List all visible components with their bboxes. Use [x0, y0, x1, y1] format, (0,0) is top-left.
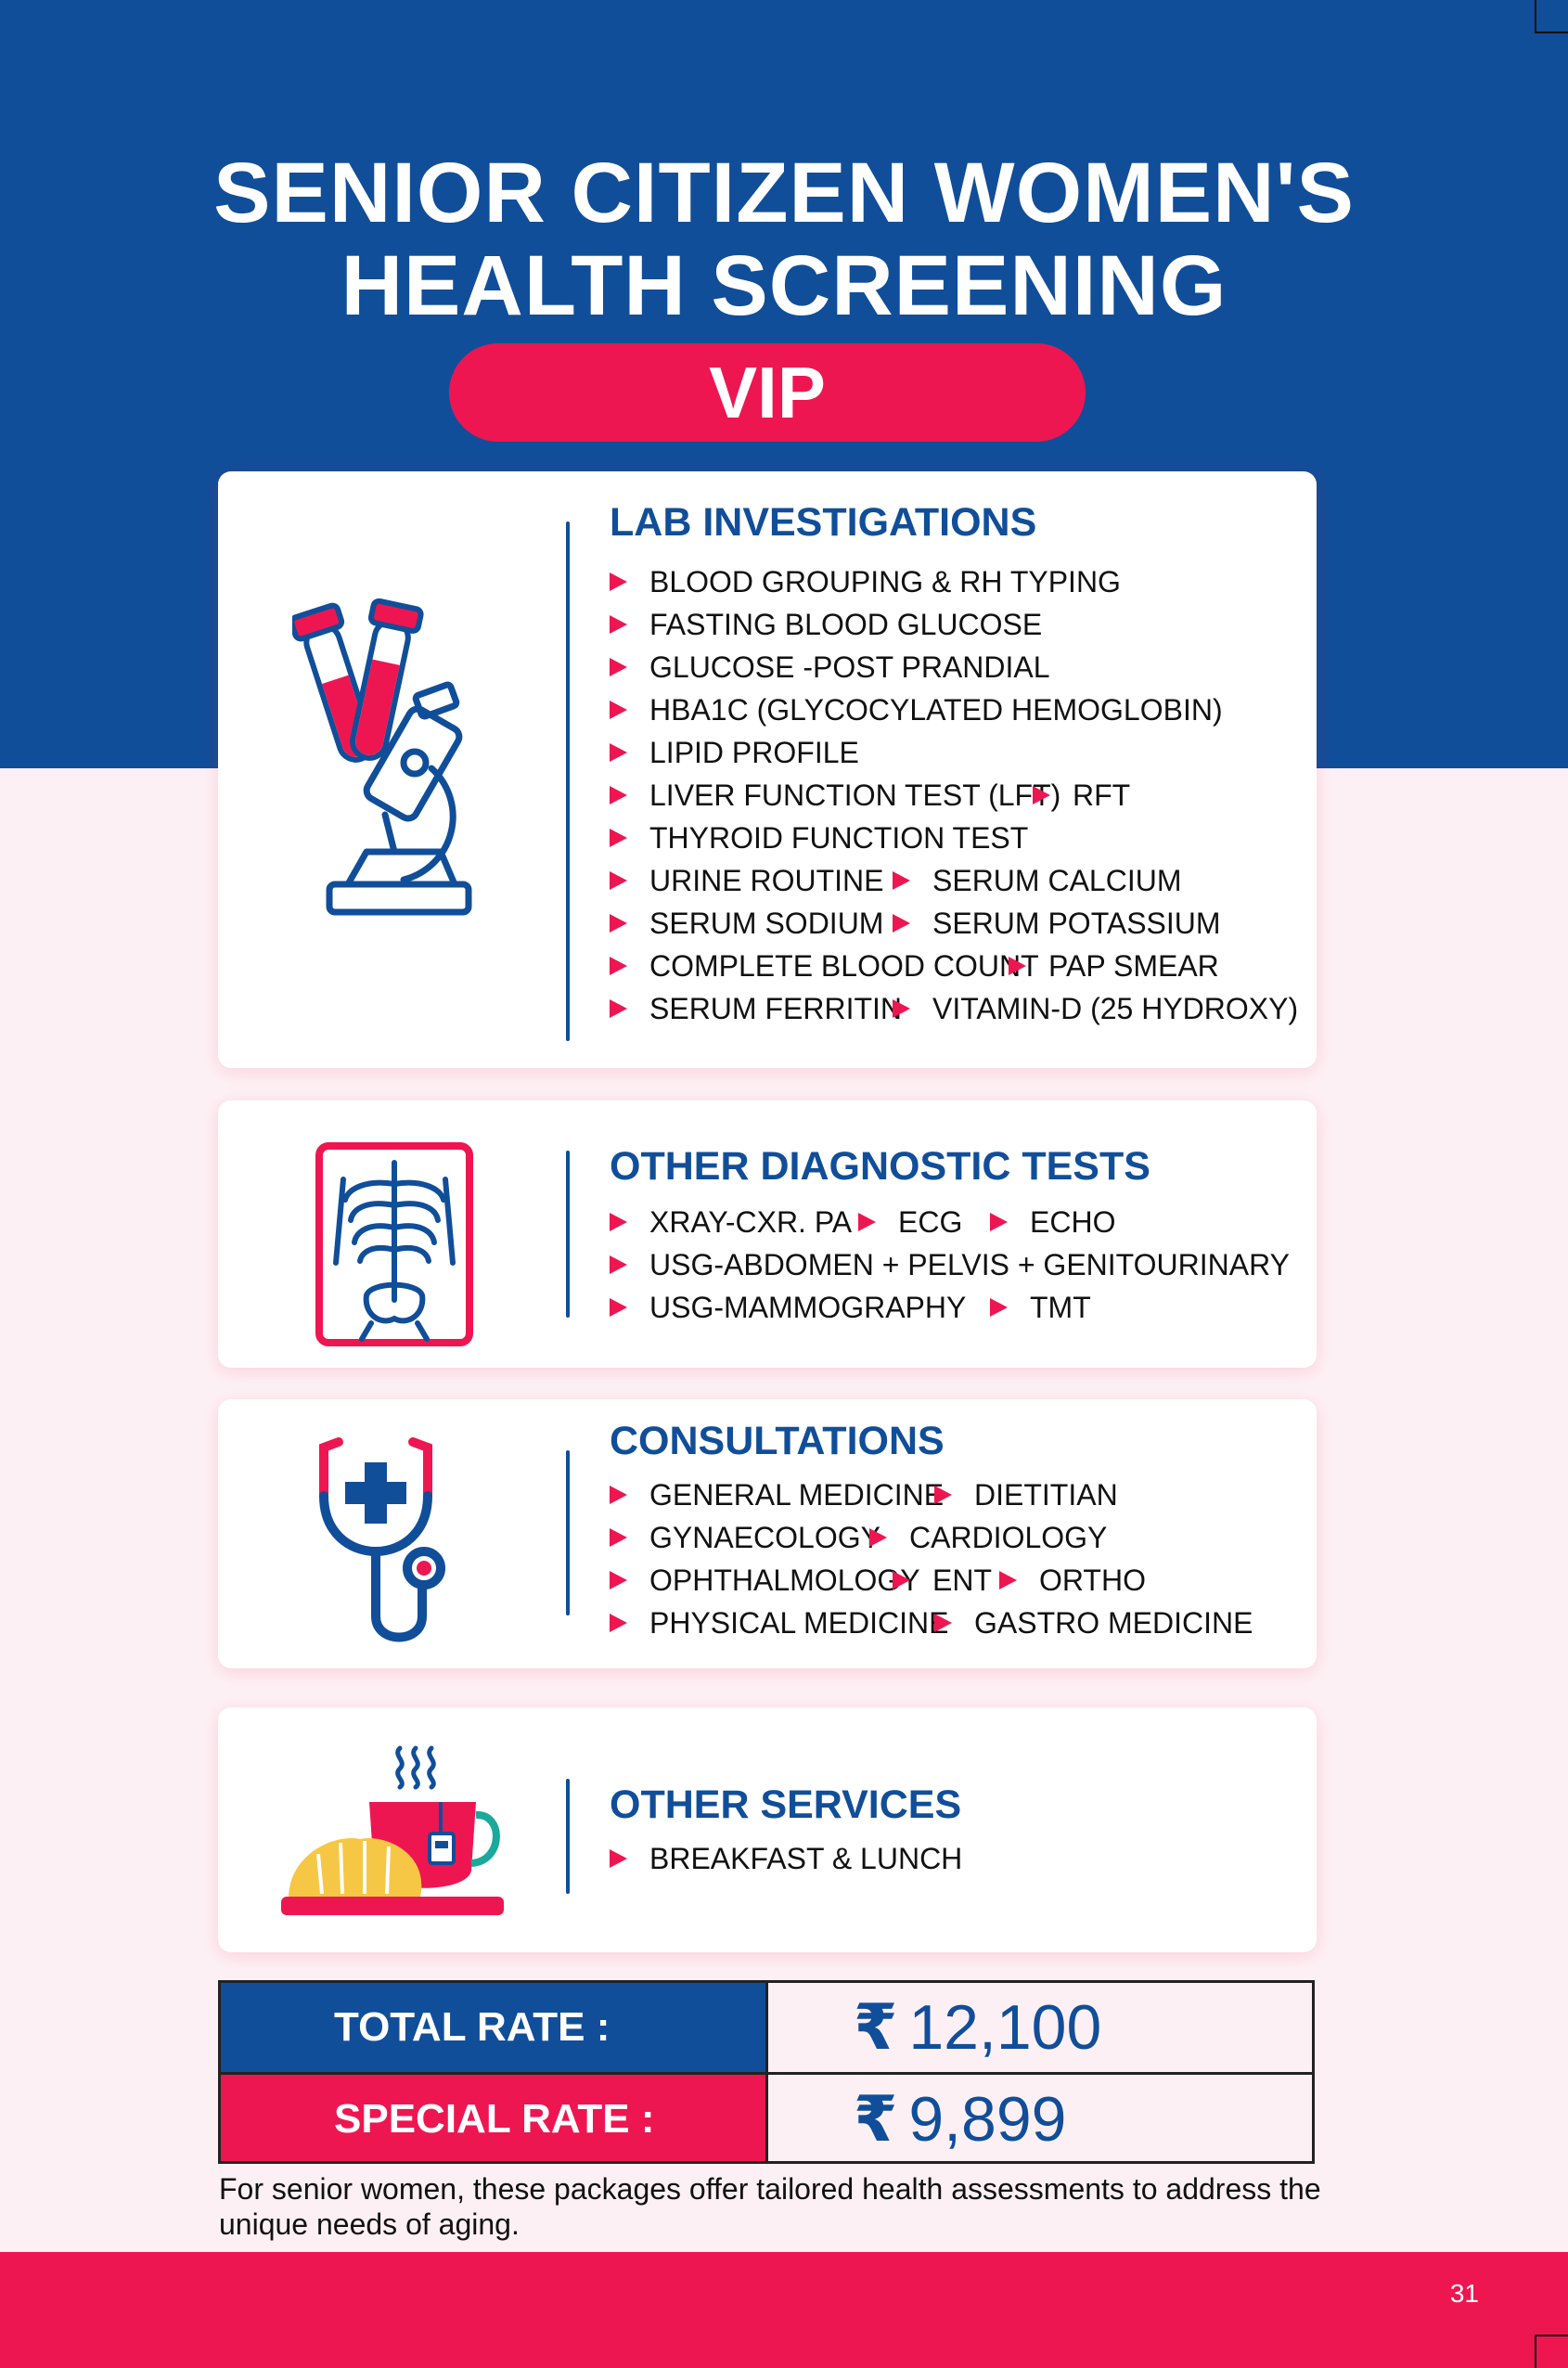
bullet-triangle-icon — [610, 701, 627, 719]
bullet-triangle-icon — [869, 1528, 887, 1547]
bullet-triangle-icon — [610, 914, 627, 933]
bullet-triangle-icon — [893, 871, 910, 890]
tea-croissant-icon — [281, 1741, 508, 1931]
other-diagnostic-tests-card: OTHER DIAGNOSTIC TESTS XRAY-CXR. PA ECG ECHO USG-ABDOMEN + PELVIS + GENITOURINARY USG-MAMMOGRAPHY TMT — [218, 1100, 1317, 1368]
total-rate-value: ₹ 12,100 — [768, 1983, 1312, 2072]
total-rate-label: TOTAL RATE : — [221, 1983, 768, 2072]
bullet-triangle-icon — [610, 1213, 627, 1231]
page-title — [0, 147, 1568, 332]
consultations-card: CONSULTATIONS GENERAL MEDICINE DIETITIAN GYNAECOLOGY CARDIOLOGY OPHTHALMOLOGY ENT ORTHO PHYSICAL MEDICINE GASTRO MEDICINE — [218, 1399, 1317, 1668]
bullet-triangle-icon — [610, 743, 627, 762]
bullet-triangle-icon — [610, 615, 627, 634]
special-rate-value: ₹ 9,899 — [768, 2075, 1312, 2161]
bullet-triangle-icon — [610, 1486, 627, 1504]
bullet-triangle-icon — [610, 1614, 627, 1632]
bullet-triangle-icon — [1033, 786, 1050, 804]
lab-investigations-card: LAB INVESTIGATIONS BLOOD GROUPING & RH TYPING FASTING BLOOD GLUCOSE GLUCOSE -POST PRANDIAL HBA1C (GLYCOCYLATED HEMOGLOBIN) LIPID PROFILE LIVER FUNCTION TEST (LFT) RFT THYROID FUNCTION TEST URINE ROUTINE SERUM CALCIUM SERUM SODIUM SERUM POTASSIUM COMPLETE BLOOD COUNT PAP SMEAR SERUM FERRITIN VITAMIN-D (25 HYDROXY) — [218, 471, 1317, 1068]
consultations-divider — [566, 1450, 570, 1615]
other-services-card: OTHER SERVICES BREAKFAST & LUNCH — [218, 1707, 1317, 1952]
vip-badge: VIP — [449, 343, 1086, 442]
rupee-icon: ₹ — [854, 2084, 898, 2155]
consultations-title: CONSULTATIONS — [610, 1419, 945, 1463]
crop-mark-top-right — [1535, 0, 1568, 33]
footnote: For senior women, these packages offer tailored health assessments to address the unique needs of aging. — [219, 2172, 1321, 2241]
bullet-triangle-icon — [1009, 957, 1026, 975]
footer-band — [0, 2252, 1568, 2368]
bullet-triangle-icon — [934, 1486, 952, 1504]
other-diagnostic-tests-title: OTHER DIAGNOSTIC TESTS — [610, 1144, 1150, 1189]
bullet-triangle-icon — [610, 829, 627, 847]
rate-table — [218, 1980, 1315, 2164]
bullet-triangle-icon — [858, 1213, 876, 1231]
bullet-triangle-icon — [934, 1614, 952, 1632]
stethoscope-icon — [311, 1431, 459, 1658]
bullet-triangle-icon — [610, 1571, 627, 1589]
bullet-triangle-icon — [610, 658, 627, 676]
lab-investigations-title: LAB INVESTIGATIONS — [610, 500, 1037, 545]
title-line-1: SENIOR CITIZEN WOMEN'S — [213, 146, 1355, 240]
rupee-icon: ₹ — [854, 1992, 898, 2063]
crop-mark-bottom-right — [1535, 2335, 1568, 2368]
bullet-triangle-icon — [610, 1528, 627, 1547]
bullet-triangle-icon — [610, 871, 627, 890]
bullet-triangle-icon — [610, 1849, 627, 1868]
bullet-triangle-icon — [610, 786, 627, 804]
microscope-test-tubes-icon — [292, 592, 487, 931]
bullet-triangle-icon — [990, 1213, 1008, 1231]
bullet-triangle-icon — [610, 1298, 627, 1317]
lab-divider — [566, 521, 570, 1041]
bullet-triangle-icon — [893, 999, 910, 1018]
bullet-triangle-icon — [893, 914, 910, 933]
bullet-triangle-icon — [610, 573, 627, 591]
other-services-title: OTHER SERVICES — [610, 1782, 962, 1827]
bullet-triangle-icon — [610, 999, 627, 1018]
title-line-2: HEALTH SCREENING — [341, 238, 1227, 333]
special-rate-label: SPECIAL RATE : — [221, 2075, 768, 2161]
diagnostic-divider — [566, 1151, 570, 1318]
bullet-triangle-icon — [610, 1255, 627, 1274]
page-number: 31 — [1449, 2279, 1479, 2308]
bullet-triangle-icon — [999, 1571, 1017, 1589]
bullet-triangle-icon — [893, 1571, 910, 1589]
xray-skeleton-icon — [315, 1142, 473, 1351]
bullet-triangle-icon — [990, 1298, 1008, 1317]
bullet-triangle-icon — [610, 957, 627, 975]
services-divider — [566, 1779, 570, 1894]
